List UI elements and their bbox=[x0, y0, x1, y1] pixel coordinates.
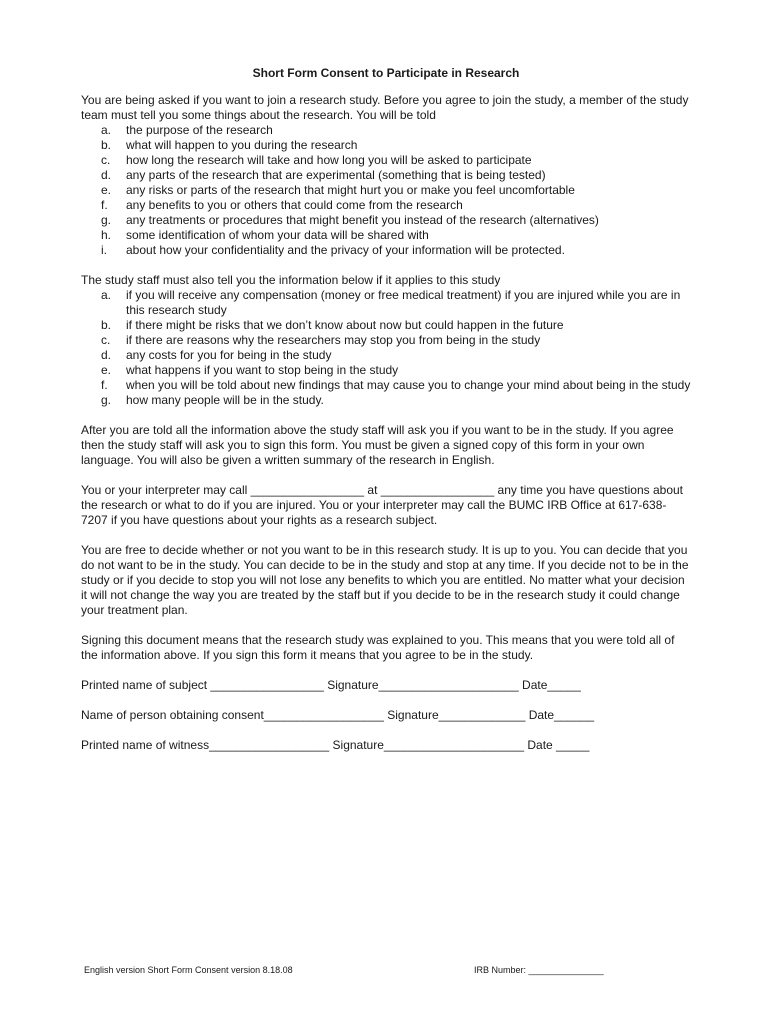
list-item bbox=[81, 318, 691, 333]
list-item bbox=[81, 153, 691, 168]
list-item bbox=[81, 123, 691, 138]
list-marker: f. bbox=[101, 378, 108, 392]
list-marker: e. bbox=[101, 183, 112, 197]
list-item-text: some identification of whom your data will be shared with bbox=[126, 228, 429, 242]
consent-document bbox=[81, 66, 691, 768]
list-marker: i. bbox=[101, 243, 107, 257]
list-marker: d. bbox=[101, 168, 112, 182]
list-item-text: any benefits to you or others that could come from the research bbox=[126, 198, 463, 212]
list-item bbox=[81, 168, 691, 183]
consent-signature-line[interactable]: Name of person obtaining consent__________________ Signature_____________ Date______ bbox=[81, 708, 595, 722]
signing-paragraph: Signing this document means that the research study was explained to you. This means that you were told all of the information above. If you sign this form it means that you agree to be in the study. bbox=[81, 633, 675, 662]
list-item-text: any parts of the research that are experimental (something that is being tested) bbox=[126, 168, 546, 182]
list-marker: f. bbox=[101, 198, 108, 212]
section-told bbox=[81, 93, 691, 258]
free-choice-paragraph: You are free to decide whether or not you want to be in this research study. It is up to you. You can decide that you do not want to be in the study. You can decide to be in the study and stop at any time. If you decide not to be in the study or if you decide to stop you will not lose any benefits to which you are entitled. No matter what your decision it will not change the way you are treated by the staff but if you decide to be in the research study it could change your treatment plan. bbox=[81, 543, 689, 617]
list-item-text: how long the research will take and how long you will be asked to participate bbox=[126, 153, 532, 167]
applies-list bbox=[81, 288, 691, 408]
list-item bbox=[81, 378, 691, 393]
list-item bbox=[81, 348, 691, 363]
list-marker: b. bbox=[101, 138, 112, 152]
list-marker: a. bbox=[101, 288, 112, 302]
list-marker: g. bbox=[101, 393, 112, 407]
contact-paragraph: You or your interpreter may call _________________ at _________________ any time you have questions about the research or what to do if you are injured. You or your interpreter may call the BUMC IRB Office at 617-638-7207 if you have questions about your rights as a research subject. bbox=[81, 483, 684, 527]
list-marker: a. bbox=[101, 123, 112, 137]
list-item bbox=[81, 198, 691, 213]
list-item-text: if you will receive any compensation (money or free medical treatment) if you are injured while you are in this research study bbox=[126, 288, 681, 317]
list-item-text: the purpose of the research bbox=[126, 123, 273, 137]
list-item bbox=[81, 138, 691, 153]
list-marker: e. bbox=[101, 363, 112, 377]
witness-signature-line[interactable]: Printed name of witness__________________ Signature_____________________ Date _____ bbox=[81, 738, 590, 752]
list-item bbox=[81, 363, 691, 378]
list-item-text: when you will be told about new findings that may cause you to change your mind about being in the study bbox=[126, 378, 691, 392]
list-item bbox=[81, 228, 691, 243]
list-item-text: any costs for you for being in the study bbox=[126, 348, 332, 362]
list-item-text: if there are reasons why the researchers may stop you from being in the study bbox=[126, 333, 541, 347]
after-paragraph: After you are told all the information above the study staff will ask you if you want to be in the study. If you agree then the study staff will ask you to sign this form. You must be given a signed copy of this form in your own language. You will also be given a written summary of the research in English. bbox=[81, 423, 674, 467]
list-item-text: any treatments or procedures that might benefit you instead of the research (alternatives) bbox=[126, 213, 599, 227]
list-item-text: what will happen to you during the research bbox=[126, 138, 358, 152]
footer-irb-number: IRB Number: _______________ bbox=[474, 965, 604, 975]
list-item bbox=[81, 213, 691, 228]
list-item-text: how many people will be in the study. bbox=[126, 393, 324, 407]
list-item bbox=[81, 183, 691, 198]
list-marker: h. bbox=[101, 228, 112, 242]
list-item-text: what happens if you want to stop being in the study bbox=[126, 363, 399, 377]
list-item bbox=[81, 243, 691, 258]
list-marker: g. bbox=[101, 213, 112, 227]
list-item bbox=[81, 288, 691, 318]
list-marker: c. bbox=[101, 333, 111, 347]
list-item-text: about how your confidentiality and the privacy of your information will be protected. bbox=[126, 243, 565, 257]
list-item-text: any risks or parts of the research that might hurt you or make you feel uncomfortable bbox=[126, 183, 575, 197]
list-marker: c. bbox=[101, 153, 111, 167]
subject-signature-line[interactable]: Printed name of subject _________________ Signature_____________________ Date_____ bbox=[81, 678, 581, 692]
list-marker: b. bbox=[101, 318, 112, 332]
list-item bbox=[81, 333, 691, 348]
list-item bbox=[81, 393, 691, 408]
footer-version: English version Short Form Consent version 8.18.08 bbox=[84, 965, 293, 975]
document-title: Short Form Consent to Participate in Research bbox=[252, 66, 520, 80]
intro-paragraph: You are being asked if you want to join a research study. Before you agree to join the study, a member of the study team must tell you some things about the research. You will be told bbox=[81, 93, 689, 122]
list-item-text: if there might be risks that we don’t know about now but could happen in the future bbox=[126, 318, 564, 332]
list-marker: d. bbox=[101, 348, 112, 362]
applies-intro: The study staff must also tell you the information below if it applies to this study bbox=[81, 273, 501, 287]
section-applies bbox=[81, 273, 691, 408]
told-list bbox=[81, 123, 691, 258]
